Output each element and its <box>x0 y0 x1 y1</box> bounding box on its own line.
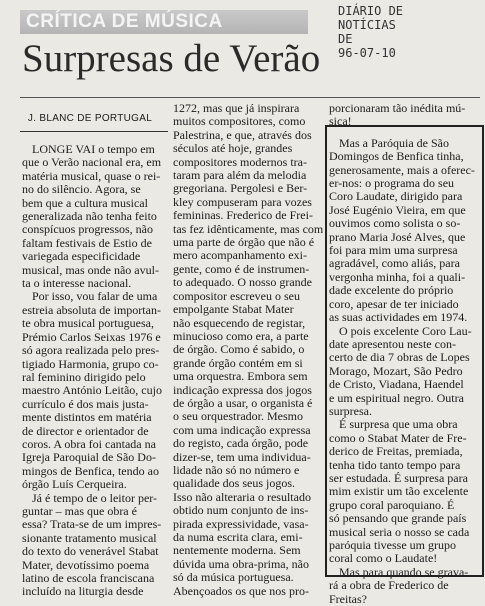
text-line: não esquecendo de registar, <box>173 316 306 330</box>
text-line: obtido num conjunto de ins- <box>173 504 309 518</box>
text-line: mingos de Benfica, tendo ao <box>22 464 159 478</box>
text-line: como o Stabat Mater de Fre- <box>329 431 467 445</box>
text-line: José Eugénio Vieira, em que <box>329 203 466 217</box>
text-line: Mater, devotíssimo poema <box>22 558 150 572</box>
text-line: foi para mim uma surpresa <box>329 244 458 258</box>
text-line: mente distintos em matéria <box>22 411 152 425</box>
text-line: coros. A obra foi cantada na <box>22 437 156 451</box>
text-line: Palestrina, e que, através dos <box>173 128 312 142</box>
text-line: lidade não só no número e <box>173 463 300 477</box>
text-line: gregoriana. Pergolesi e Ber- <box>173 182 308 196</box>
text-line: de Cristo, Viadana, Haendel <box>329 378 464 392</box>
text-line: matéria musical, quase o rei- <box>22 169 161 183</box>
text-line: incluído na liturgia desde <box>22 585 144 599</box>
text-line: e um espiritual negro. Outra <box>329 391 464 405</box>
text-line: só da música portuguesa. <box>173 571 294 585</box>
article-column-1 <box>22 143 166 599</box>
text-line: da numa escrita clara, emi- <box>173 531 303 544</box>
text-line: minucioso como era, a parte <box>173 329 309 343</box>
text-line: de director e orientador de <box>22 424 149 438</box>
stamp-line: DE <box>338 32 353 46</box>
text-line: séculos até hoje, grandes <box>173 142 293 156</box>
handwritten-source-note <box>338 4 478 60</box>
text-line: to adequado. O nosso grande <box>173 276 312 290</box>
text-line: sionante tratamento musical <box>22 531 157 545</box>
text-line: agradável, como aliás, para <box>329 257 460 271</box>
text-line: uma orquestra. Embora sem <box>173 370 308 384</box>
text-line: conspícuos progressos, não <box>22 223 153 237</box>
author-byline: J. BLANC DE PORTUGAL <box>27 113 153 124</box>
text-line: empolgante Stabat Mater <box>173 303 294 317</box>
text-line: te obra musical portuguesa, <box>22 317 154 331</box>
text-line: vergonha minha, foi a quali- <box>329 270 466 284</box>
text-line: Isso não alteraria o resultado <box>173 490 311 504</box>
text-line: guntar – mas que obra é <box>22 504 137 518</box>
text-line: Coro Laudate, dirigido para <box>329 190 463 204</box>
text-line: generalizada não tenha feito <box>22 210 157 224</box>
highlight-box <box>325 125 484 577</box>
text-line: ouvimos como solista o so- <box>329 217 461 231</box>
text-line: femininas. Frederico de Frei- <box>173 209 313 223</box>
text-line: de órgão. Como é sabido, o <box>173 343 305 357</box>
text-line: de órgão a usar, o organista é <box>173 396 313 410</box>
text-line: essa? Trata-se de um impres- <box>22 518 162 532</box>
text-line: tigiado Harmonia, grupo co- <box>22 357 159 371</box>
stamp-line: DIÁRIO DE <box>338 4 404 18</box>
text-line: compositores modernos tra- <box>173 155 307 169</box>
text-line: no do silêncio. Agora, se <box>22 183 141 197</box>
text-line: surpresa. <box>329 404 372 418</box>
stamp-line: 96-07-10 <box>338 46 396 60</box>
text-line: faltam festivais de Estio de <box>22 236 152 250</box>
text-line: dúvida uma obra-prima, não <box>173 557 309 571</box>
text-line: date apresentou neste con- <box>329 337 456 351</box>
byline-rule <box>20 131 168 132</box>
text-line: 1272, mas que já inspirara <box>173 102 300 115</box>
text-line: dade excelente do próprio <box>329 284 454 298</box>
text-line: ser estudada. É surpresa para <box>329 471 468 485</box>
text-line: musical, mas onde não avul- <box>22 263 159 277</box>
text-line: derico de Freitas, premiada, <box>329 445 463 459</box>
text-line: Morago, Mozart, São Pedro <box>329 364 463 378</box>
text-line: mero acompanhamento exi- <box>173 249 307 263</box>
text-line: gente, como é de instrumen- <box>173 262 310 276</box>
text-line: bem que a cultura musical <box>22 196 148 210</box>
text-line: o seu orquestrador. Mesmo <box>173 410 303 424</box>
text-line: É surpresa que uma obra <box>339 418 458 432</box>
text-line: er-nos: o programa do seu <box>329 177 455 191</box>
article-column-2 <box>173 102 323 598</box>
text-line: muitos compositores, como <box>173 115 306 129</box>
text-line: Igreja Paroquial de São Do- <box>22 451 156 465</box>
text-line: coral como o Laudate! <box>329 552 438 566</box>
text-line: taram para além da melodia <box>173 169 307 183</box>
text-line: estreia absoluta de importan- <box>22 303 161 317</box>
text-line: porcionaram tão inédita mú- <box>329 102 466 115</box>
text-line: só pensando que grande país <box>329 512 467 526</box>
text-line: pirada expressividade, vasa- <box>173 517 309 531</box>
text-line: grupo coral paroquiano. É <box>329 498 455 512</box>
text-line: tenha tido tanto tempo para <box>329 458 461 472</box>
text-line: certo de dia 7 obras de Lopes <box>329 351 470 365</box>
text-line: Abençoados os que nos pro- <box>173 584 309 598</box>
text-line: O pois excelente Coro Lau- <box>339 324 472 338</box>
section-label: CRÍTICA DE MÚSICA <box>26 11 223 32</box>
text-line: Por isso, vou falar de uma <box>32 290 158 304</box>
text-line: rá a obra de Frederico de <box>329 579 449 593</box>
text-line: só agora realizada pelo pres- <box>22 344 160 358</box>
text-line: currículo é dos mais justa- <box>22 397 149 411</box>
headline: Surpresas de Verão <box>22 37 321 80</box>
header-divider <box>20 97 480 98</box>
text-line: Já é tempo de o leitor per- <box>32 491 158 505</box>
text-line: ta o interesse nacional. <box>22 277 132 291</box>
text-line: dizer-se, tem uma individua- <box>173 450 311 464</box>
text-line: sica! <box>329 115 352 129</box>
text-line: ral feminino dirigido pelo <box>22 370 146 384</box>
text-line: kley compuseram para vozes <box>173 195 312 209</box>
text-line: qualidade dos seus jogos. <box>173 477 295 491</box>
text-line: do texto do venerável Stabat <box>22 545 159 559</box>
text-line: coro, apesar de ter iniciado <box>329 297 459 311</box>
text-line: paróquia tivesse um grupo <box>329 539 456 552</box>
text-line: uma parte de órgão que não é <box>173 236 315 250</box>
text-line: generosamente, mais a oferec- <box>329 163 475 177</box>
text-line: indicação expressa dos jogos <box>173 383 312 397</box>
text-line: órgão Luís Cerqueira. <box>22 478 127 492</box>
text-line: com uma indicação expressa <box>173 423 311 437</box>
text-line: grande órgão contém em si <box>173 356 303 370</box>
text-line: latino de escola franciscana <box>22 572 155 585</box>
text-line: mim existir um tão excelente <box>329 485 469 499</box>
text-line: Domingos de Benfica tinha, <box>329 150 464 164</box>
text-line: Prémio Carlos Seixas 1976 e <box>22 330 161 344</box>
text-line: nentemente moderna. Sem <box>173 544 301 558</box>
text-line: tas fez idênticamente, mas com <box>173 222 323 236</box>
text-line: variegada especificidade <box>22 250 141 264</box>
text-line: Mas para quando se grava- <box>339 565 469 579</box>
text-line: prano Maria José Alves, que <box>329 230 466 244</box>
text-line: Mas a Paróquia de São <box>339 136 449 150</box>
text-line: LONGE VAI o tempo em <box>32 143 155 156</box>
text-line: do registo, cada órgão, pode <box>173 437 309 451</box>
text-line: maestro António Leitão, cujo <box>22 384 162 398</box>
text-line: as suas actividades em 1974. <box>329 311 468 325</box>
text-line: compositor escreveu o seu <box>173 289 300 303</box>
stamp-line: NOTÍCIAS <box>338 18 396 32</box>
text-line: que o Verão nacional era, em <box>22 156 162 170</box>
text-line: musical seria o nosso se cada <box>329 525 470 539</box>
text-line: Freitas? <box>329 592 367 606</box>
